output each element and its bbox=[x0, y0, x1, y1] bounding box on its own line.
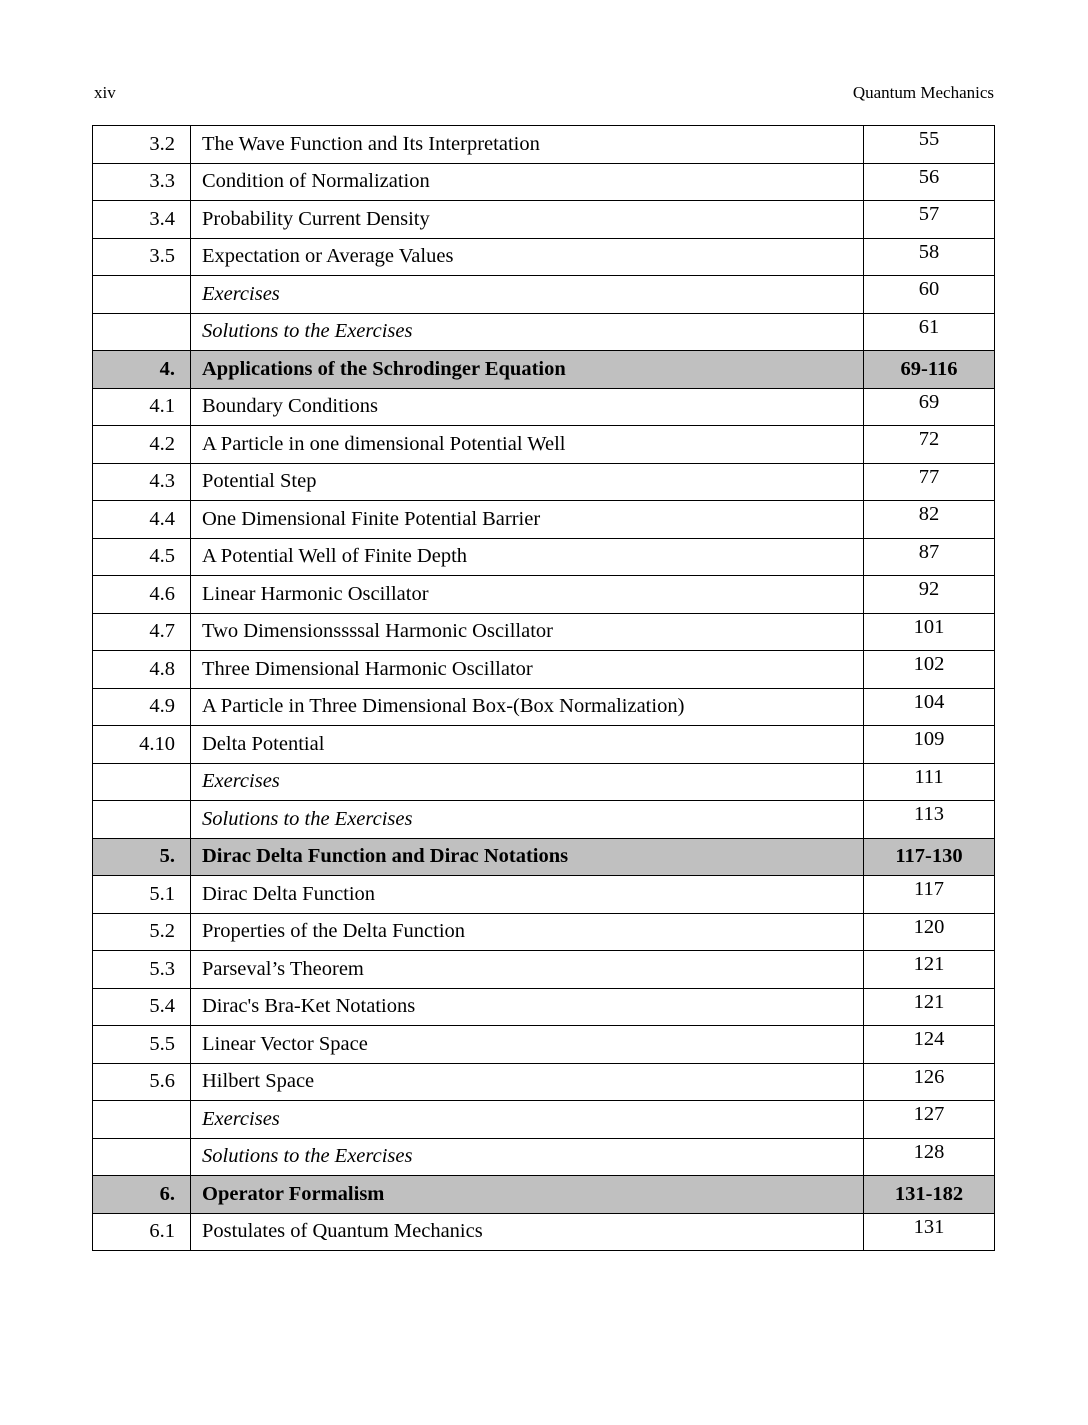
toc-row bbox=[93, 576, 995, 614]
toc-row bbox=[93, 726, 995, 764]
toc-title: Boundary Conditions bbox=[191, 388, 864, 426]
toc-row bbox=[93, 1026, 995, 1064]
toc-number: 3.3 bbox=[93, 163, 191, 201]
toc-row bbox=[93, 501, 995, 539]
toc-number bbox=[93, 313, 191, 351]
toc-body bbox=[93, 126, 995, 1251]
toc-page: 57 bbox=[864, 201, 995, 239]
toc-title: The Wave Function and Its Interpretation bbox=[191, 126, 864, 164]
toc-row bbox=[93, 688, 995, 726]
toc-number: 6. bbox=[93, 1176, 191, 1214]
toc-row bbox=[93, 951, 995, 989]
toc-title: Operator Formalism bbox=[191, 1176, 864, 1214]
toc-page: 120 bbox=[864, 913, 995, 951]
toc-page: 102 bbox=[864, 651, 995, 689]
toc-page: 56 bbox=[864, 163, 995, 201]
toc-title: Dirac Delta Function bbox=[191, 876, 864, 914]
toc-page: 113 bbox=[864, 801, 995, 839]
toc-page: 77 bbox=[864, 463, 995, 501]
toc-chapter-row bbox=[93, 838, 995, 876]
toc-row bbox=[93, 313, 995, 351]
toc-page: 121 bbox=[864, 951, 995, 989]
toc-title: Exercises bbox=[191, 763, 864, 801]
toc-number: 4.3 bbox=[93, 463, 191, 501]
toc-page: 87 bbox=[864, 538, 995, 576]
toc-number: 4.7 bbox=[93, 613, 191, 651]
toc-number: 5.6 bbox=[93, 1063, 191, 1101]
toc-row bbox=[93, 1138, 995, 1176]
toc-number: 3.2 bbox=[93, 126, 191, 164]
toc-chapter-row bbox=[93, 1176, 995, 1214]
toc-page: 126 bbox=[864, 1063, 995, 1101]
toc-title: Exercises bbox=[191, 1101, 864, 1139]
toc-number: 4.8 bbox=[93, 651, 191, 689]
toc-row bbox=[93, 538, 995, 576]
toc-title: Three Dimensional Harmonic Oscillator bbox=[191, 651, 864, 689]
toc-number: 4.6 bbox=[93, 576, 191, 614]
toc-row bbox=[93, 988, 995, 1026]
toc-page: 121 bbox=[864, 988, 995, 1026]
toc-page: 124 bbox=[864, 1026, 995, 1064]
toc-page: 61 bbox=[864, 313, 995, 351]
toc-title: Probability Current Density bbox=[191, 201, 864, 239]
toc-page: 131-182 bbox=[864, 1176, 995, 1214]
toc-title: Linear Harmonic Oscillator bbox=[191, 576, 864, 614]
toc-row bbox=[93, 463, 995, 501]
toc-title: Dirac's Bra-Ket Notations bbox=[191, 988, 864, 1026]
toc-chapter-row bbox=[93, 351, 995, 389]
toc-page: 60 bbox=[864, 276, 995, 314]
toc-title: Exercises bbox=[191, 276, 864, 314]
toc-number: 5.5 bbox=[93, 1026, 191, 1064]
toc-title: Two Dimensionssssal Harmonic Oscillator bbox=[191, 613, 864, 651]
toc-title: A Particle in Three Dimensional Box-(Box Normalization) bbox=[191, 688, 864, 726]
toc-number: 6.1 bbox=[93, 1213, 191, 1251]
toc-page: 127 bbox=[864, 1101, 995, 1139]
toc-number: 3.5 bbox=[93, 238, 191, 276]
toc-number bbox=[93, 801, 191, 839]
toc-row bbox=[93, 1101, 995, 1139]
toc-number: 4.1 bbox=[93, 388, 191, 426]
toc-number bbox=[93, 763, 191, 801]
running-header-title: Quantum Mechanics bbox=[852, 83, 994, 102]
toc-title: Properties of the Delta Function bbox=[191, 913, 864, 951]
toc-title: Condition of Normalization bbox=[191, 163, 864, 201]
toc-number: 5.1 bbox=[93, 876, 191, 914]
toc-row bbox=[93, 613, 995, 651]
toc-page: 104 bbox=[864, 688, 995, 726]
toc-title: Solutions to the Exercises bbox=[191, 801, 864, 839]
toc-number: 4.4 bbox=[93, 501, 191, 539]
toc-page: 72 bbox=[864, 426, 995, 464]
toc-page: 82 bbox=[864, 501, 995, 539]
toc-number bbox=[93, 1138, 191, 1176]
toc-title: Postulates of Quantum Mechanics bbox=[191, 1213, 864, 1251]
toc-title: Parseval’s Theorem bbox=[191, 951, 864, 989]
toc-page: 117-130 bbox=[864, 838, 995, 876]
table-of-contents bbox=[92, 125, 995, 1251]
toc-number: 4. bbox=[93, 351, 191, 389]
toc-page: 117 bbox=[864, 876, 995, 914]
page-number: xiv bbox=[94, 83, 116, 102]
toc-number: 4.5 bbox=[93, 538, 191, 576]
toc-number: 4.2 bbox=[93, 426, 191, 464]
toc-title: Expectation or Average Values bbox=[191, 238, 864, 276]
toc-page: 111 bbox=[864, 763, 995, 801]
toc-row bbox=[93, 651, 995, 689]
toc-title: Potential Step bbox=[191, 463, 864, 501]
toc-title: Linear Vector Space bbox=[191, 1026, 864, 1064]
toc-row bbox=[93, 763, 995, 801]
toc-row bbox=[93, 163, 995, 201]
toc-title: A Particle in one dimensional Potential Well bbox=[191, 426, 864, 464]
toc-title: A Potential Well of Finite Depth bbox=[191, 538, 864, 576]
toc-row bbox=[93, 238, 995, 276]
toc-page: 131 bbox=[864, 1213, 995, 1251]
toc-number: 4.9 bbox=[93, 688, 191, 726]
toc-number: 5.4 bbox=[93, 988, 191, 1026]
toc-page: 69-116 bbox=[864, 351, 995, 389]
toc-title: Solutions to the Exercises bbox=[191, 313, 864, 351]
toc-row bbox=[93, 876, 995, 914]
toc-page: 101 bbox=[864, 613, 995, 651]
toc-row bbox=[93, 801, 995, 839]
toc-page: 128 bbox=[864, 1138, 995, 1176]
toc-page: 55 bbox=[864, 126, 995, 164]
toc-number bbox=[93, 1101, 191, 1139]
toc-title: Dirac Delta Function and Dirac Notations bbox=[191, 838, 864, 876]
toc-page: 109 bbox=[864, 726, 995, 764]
toc-row bbox=[93, 426, 995, 464]
toc-title: Applications of the Schrodinger Equation bbox=[191, 351, 864, 389]
toc-row bbox=[93, 388, 995, 426]
toc-row bbox=[93, 126, 995, 164]
toc-title: Hilbert Space bbox=[191, 1063, 864, 1101]
toc-number: 5.2 bbox=[93, 913, 191, 951]
toc-number: 4.10 bbox=[93, 726, 191, 764]
toc-title: One Dimensional Finite Potential Barrier bbox=[191, 501, 864, 539]
toc-page: 92 bbox=[864, 576, 995, 614]
toc-number: 5.3 bbox=[93, 951, 191, 989]
toc-row bbox=[93, 276, 995, 314]
toc-row bbox=[93, 913, 995, 951]
toc-row bbox=[93, 1213, 995, 1251]
toc-number: 5. bbox=[93, 838, 191, 876]
toc-number bbox=[93, 276, 191, 314]
toc-title: Solutions to the Exercises bbox=[191, 1138, 864, 1176]
toc-row bbox=[93, 1063, 995, 1101]
toc-page: 69 bbox=[864, 388, 995, 426]
toc-page: 58 bbox=[864, 238, 995, 276]
toc-title: Delta Potential bbox=[191, 726, 864, 764]
toc-row bbox=[93, 201, 995, 239]
toc-number: 3.4 bbox=[93, 201, 191, 239]
